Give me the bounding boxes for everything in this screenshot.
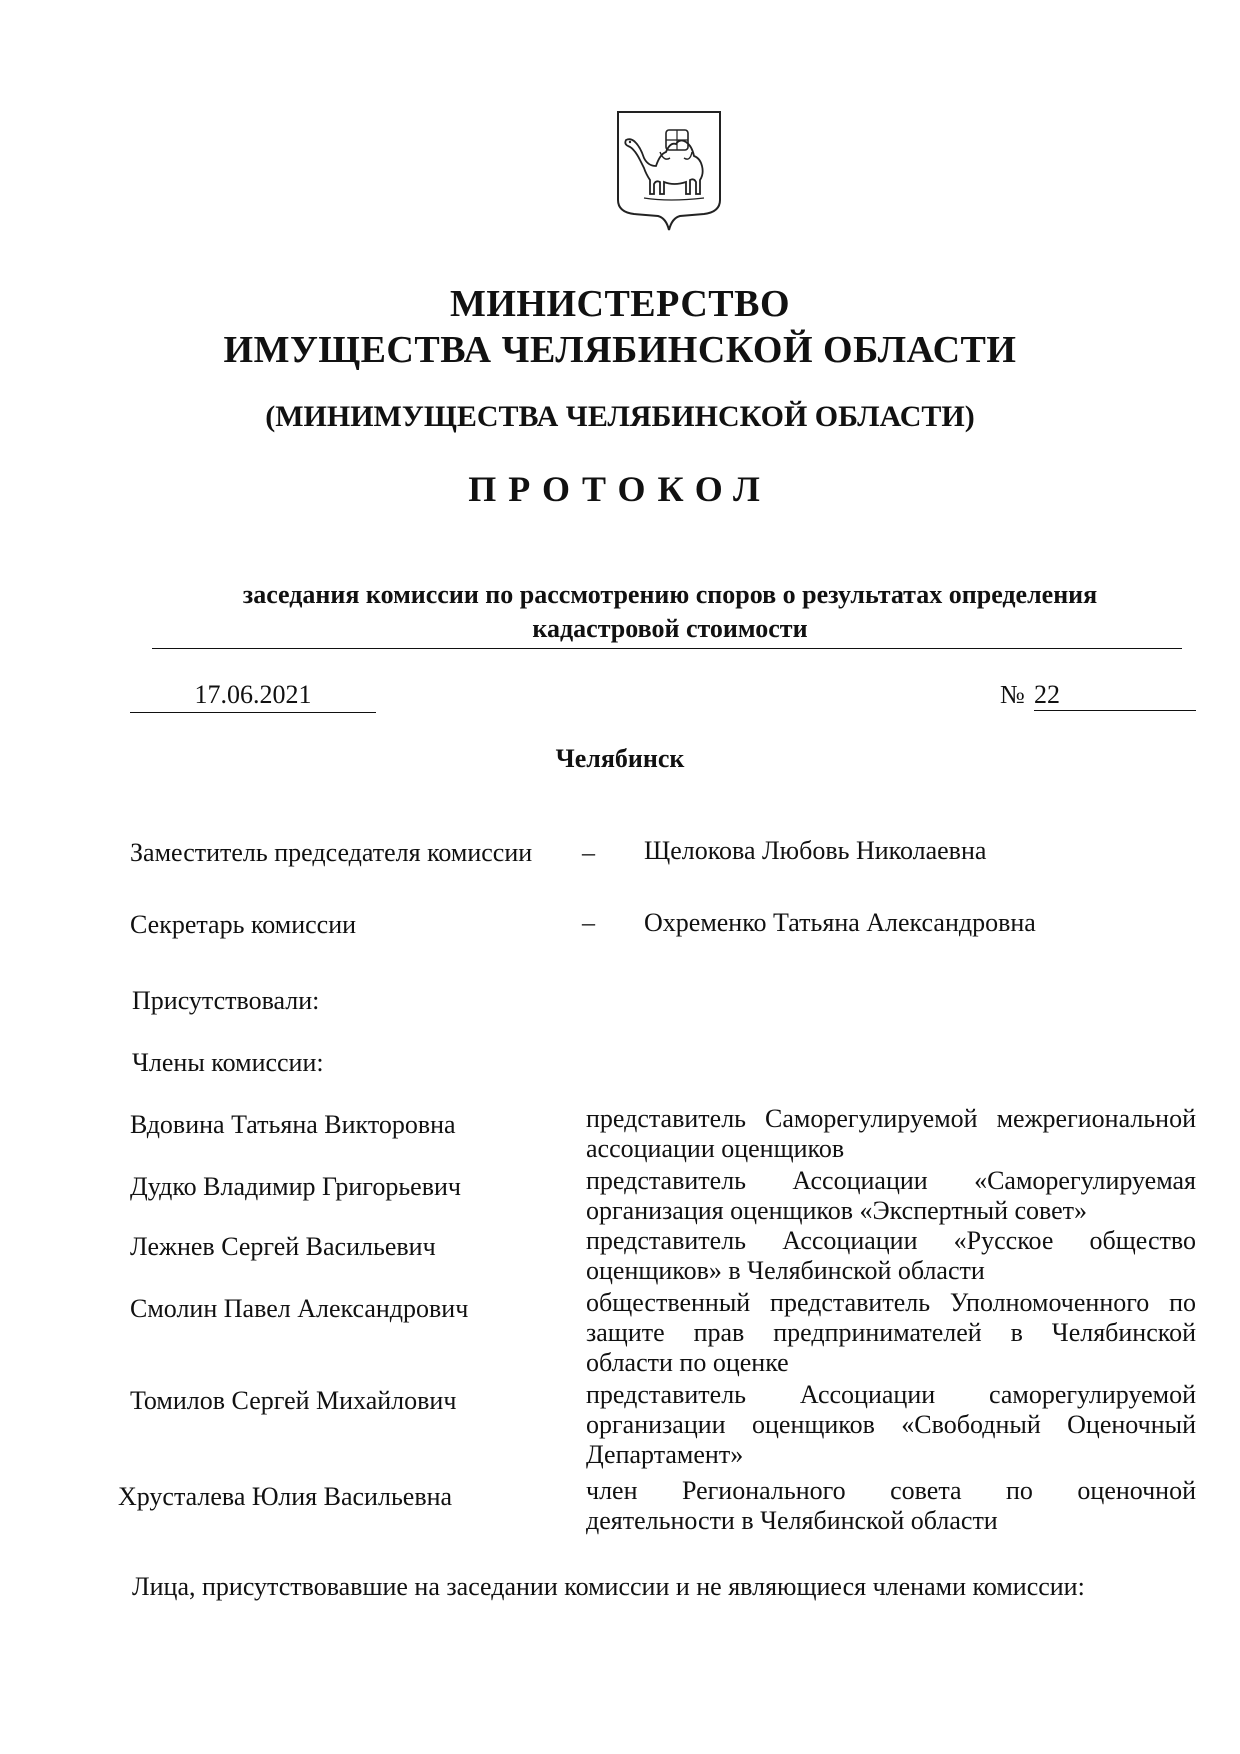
member-name: Томилов Сергей Михайлович [130, 1386, 457, 1415]
camel-coat-of-arms-icon [614, 108, 724, 234]
member-description: представитель Ассоциации «Саморегулируемая организация оценщиков «Экспертный совет» [586, 1166, 1196, 1225]
document-type-title: ПРОТОКОЛ [468, 469, 772, 509]
official-dash-secretary: – [582, 908, 595, 937]
member-description: представитель Ассоциации саморегулируемой организации оценщиков «Свободный Оценочный Департамент» [586, 1380, 1196, 1469]
organization-title-line2: ИМУЩЕСТВА ЧЕЛЯБИНСКОЙ ОБЛАСТИ [223, 329, 1017, 371]
document-number: 22 [1034, 680, 1060, 709]
member-name: Дудко Владимир Григорьевич [130, 1172, 461, 1201]
official-dash-deputy-chair: – [582, 838, 595, 867]
document-city: Челябинск [555, 744, 685, 773]
document-date: 17.06.2021 [194, 680, 312, 709]
member-description: общественный представитель Уполномоченного по защите прав предпринимателей в Челябинской области по оценке [586, 1288, 1196, 1377]
member-description: представитель Ассоциации «Русское общество оценщиков» в Челябинской области [586, 1226, 1196, 1285]
number-underline [1034, 710, 1196, 711]
official-role-deputy-chair: Заместитель председателя комиссии [130, 838, 533, 867]
member-name: Смолин Павел Александрович [130, 1294, 469, 1323]
present-label: Присутствовали: [132, 986, 320, 1015]
subject-underline [152, 648, 1182, 649]
number-sign: № [1000, 680, 1025, 709]
official-role-secretary: Секретарь комиссии [130, 910, 357, 939]
organization-short-name: (МИНИМУЩЕСТВА ЧЕЛЯБИНСКОЙ ОБЛАСТИ) [265, 400, 975, 433]
member-name: Хрусталева Юлия Васильевна [118, 1482, 453, 1511]
member-name: Вдовина Татьяна Викторовна [130, 1110, 456, 1139]
member-description: представитель Саморегулируемой межрегиональной ассоциации оценщиков [586, 1104, 1196, 1163]
non-members-label: Лица, присутствовавшие на заседании комиссии и не являющиеся членами комиссии: [132, 1572, 1085, 1601]
members-label: Члены комиссии: [132, 1048, 324, 1077]
document-subject [150, 578, 1190, 646]
member-description: член Регионального совета по оценочной деятельности в Челябинской области [586, 1476, 1196, 1535]
subject-line1: заседания комиссии по рассмотрению споров о результатах определения [242, 580, 1098, 609]
official-name-deputy-chair: Щелокова Любовь Николаевна [644, 836, 987, 865]
date-underline [130, 712, 376, 713]
organization-title-line1: МИНИСТЕРСТВО [449, 283, 791, 325]
subject-line2: кадастровой стоимости [532, 614, 808, 643]
official-name-secretary: Охременко Татьяна Александровна [644, 908, 1036, 937]
member-name: Лежнев Сергей Васильевич [130, 1232, 436, 1261]
